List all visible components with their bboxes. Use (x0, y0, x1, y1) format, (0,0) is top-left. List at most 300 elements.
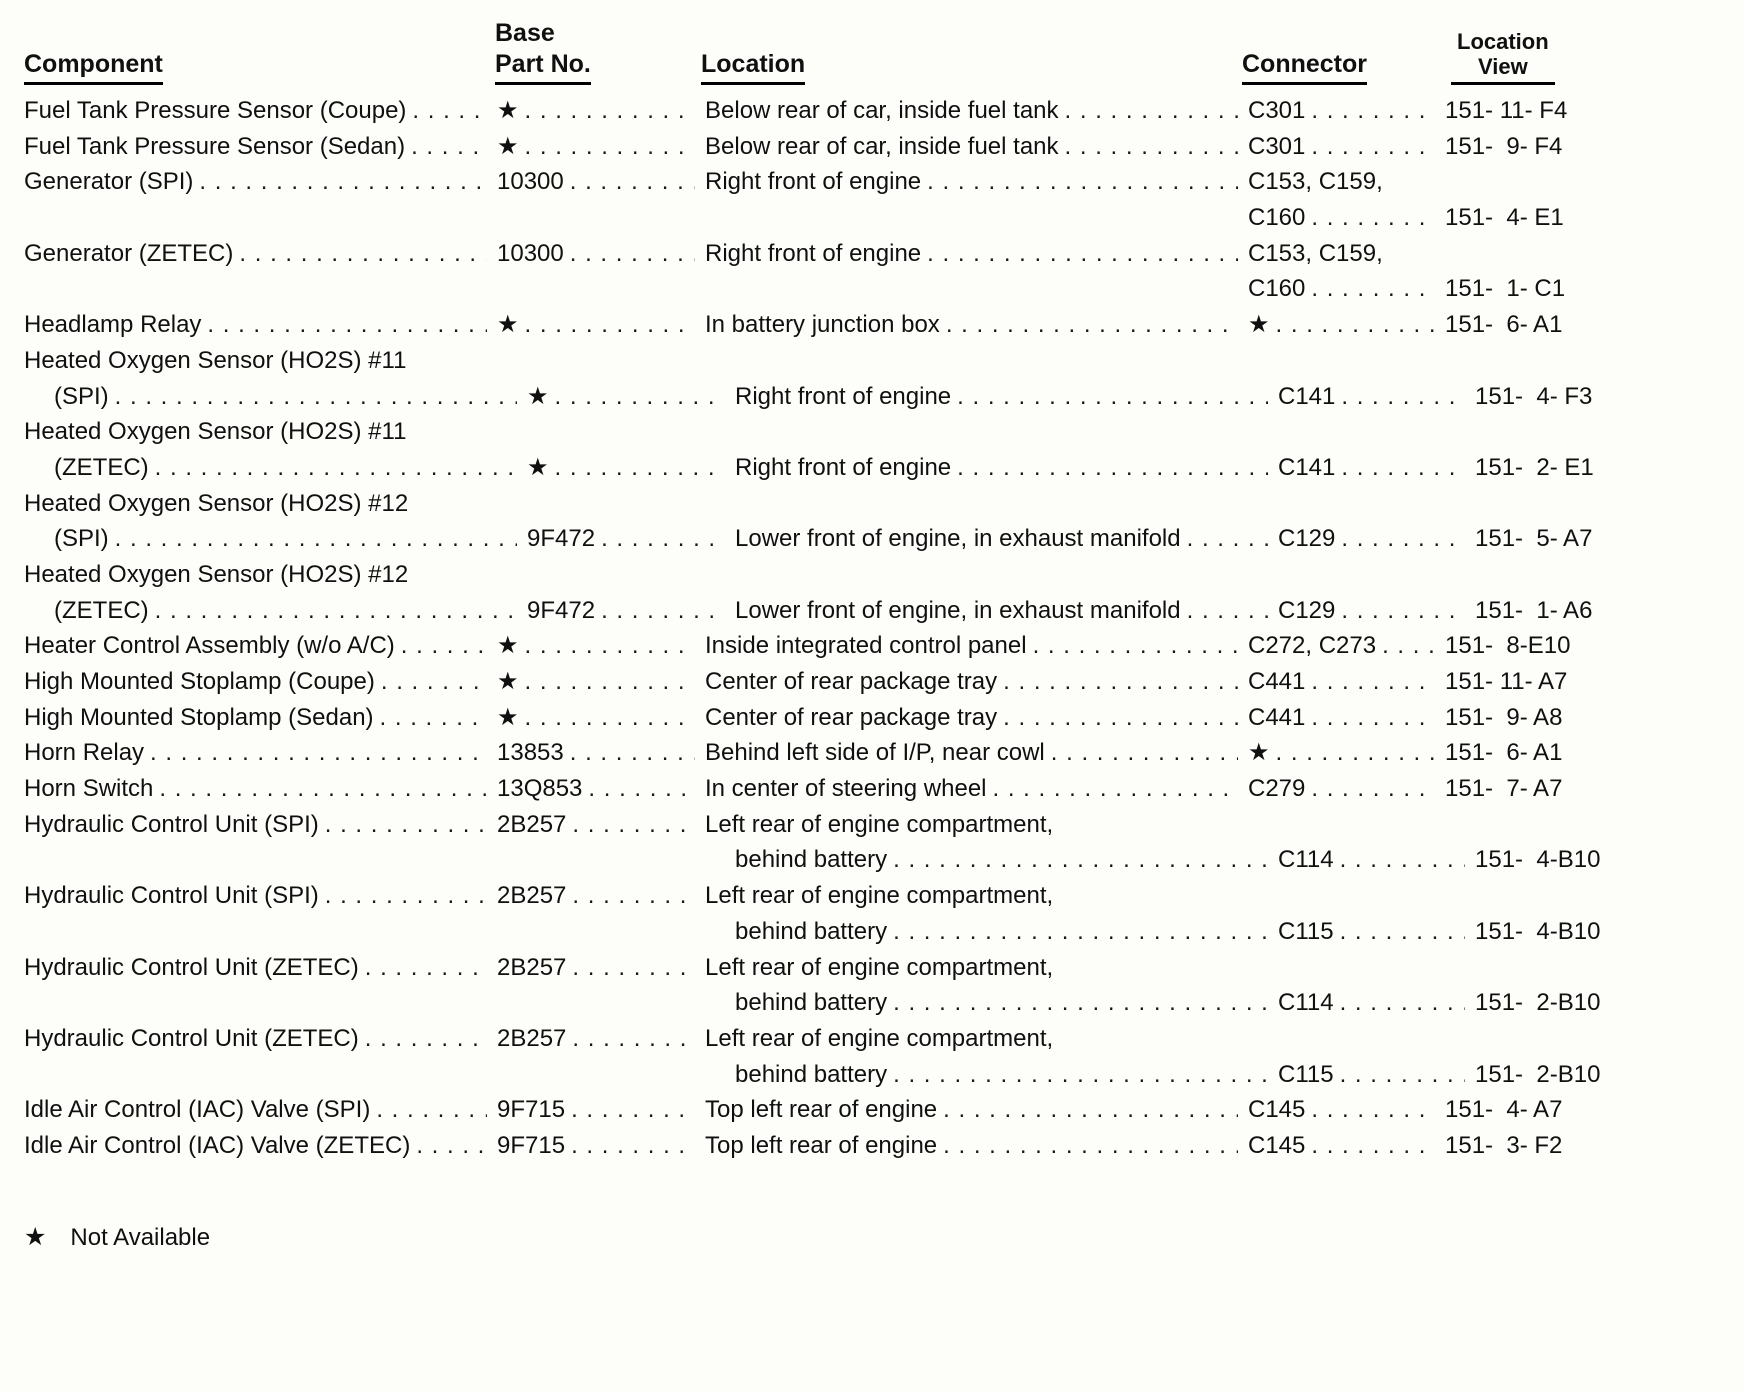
view-text: 151- 7- A7 (1445, 775, 1563, 803)
cell-conn (1248, 271, 1445, 307)
dot-leader (207, 307, 487, 343)
cell-conn (1248, 414, 1445, 450)
view-text: 151- 11- F4 (1445, 97, 1568, 124)
cell-conn (1248, 878, 1445, 914)
cell-loc (705, 628, 1248, 664)
dot-leader (1276, 307, 1435, 343)
view-text: 151- 6- A1 (1445, 739, 1563, 767)
dot-leader (150, 735, 487, 771)
part-text: 2B257 (497, 1024, 567, 1052)
dot-leader (1382, 628, 1435, 664)
dot-leader (1311, 93, 1435, 129)
dot-leader (525, 307, 695, 343)
cell-view (1475, 593, 1695, 629)
header-view-line1: Location (1457, 29, 1549, 54)
table-row (24, 200, 1744, 236)
cell-part (497, 93, 705, 129)
cell-loc (705, 771, 1248, 807)
cell-comp (24, 450, 527, 486)
cell-part (497, 985, 705, 1021)
cell-comp (24, 700, 497, 736)
dot-leader (159, 771, 487, 807)
view-text: 151- 1- A6 (1475, 596, 1593, 624)
cell-part (497, 164, 705, 200)
comp-text: Generator (SPI) (24, 168, 194, 196)
cell-part (497, 271, 705, 307)
cell-view (1475, 1057, 1695, 1093)
cell-part (497, 414, 705, 450)
cell-part (497, 807, 705, 843)
dot-leader (1340, 914, 1465, 950)
dot-leader (525, 129, 695, 165)
cell-comp (24, 200, 497, 236)
cell-part (527, 593, 735, 629)
cell-view (1445, 664, 1665, 700)
dot-leader (155, 450, 517, 486)
cell-part (497, 628, 705, 664)
comp-text: Fuel Tank Pressure Sensor (Sedan) (24, 132, 406, 160)
part-text: 9F715 (497, 1096, 566, 1124)
header-cell-location (701, 49, 1242, 85)
comp-text: (SPI) (54, 382, 109, 410)
dot-leader (525, 93, 695, 129)
dot-leader (601, 593, 725, 629)
cell-loc (705, 914, 1278, 950)
loc-text: Right front of engine (735, 453, 952, 481)
conn-text: C141 (1278, 453, 1336, 481)
dot-leader (957, 379, 1268, 415)
cell-loc (705, 343, 1248, 379)
table-row (24, 343, 1744, 379)
conn-text: C441 (1248, 703, 1306, 731)
cell-conn (1248, 700, 1445, 736)
table-row (24, 164, 1744, 200)
loc-text: Top left rear of engine (705, 1131, 938, 1159)
cell-loc (705, 236, 1248, 272)
dot-leader (588, 771, 695, 807)
comp-text: Heated Oxygen Sensor (HO2S) #12 (24, 489, 409, 517)
cell-loc (705, 307, 1248, 343)
cell-conn (1278, 842, 1475, 878)
dot-leader (1276, 735, 1435, 771)
cell-comp (24, 914, 497, 950)
cell-view (1475, 521, 1695, 557)
conn-text: C145 (1248, 1096, 1306, 1124)
conn-text: C114 (1278, 989, 1334, 1017)
cell-loc (735, 379, 1278, 415)
dot-leader (957, 450, 1268, 486)
comp-text: Hydraulic Control Unit (ZETEC) (24, 1024, 359, 1052)
cell-view (1445, 1021, 1665, 1057)
dot-leader (1065, 93, 1238, 129)
cell-part (497, 236, 705, 272)
cell-view (1445, 129, 1665, 165)
cell-view (1445, 93, 1665, 129)
dot-leader (570, 735, 695, 771)
conn-text: C301 (1248, 97, 1306, 124)
part-text: ★ (527, 382, 549, 410)
cell-view (1445, 1128, 1665, 1164)
conn-text: C129 (1278, 525, 1336, 553)
dot-leader (416, 1128, 487, 1164)
table-body (24, 93, 1744, 1164)
comp-text: (SPI) (54, 525, 109, 553)
comp-text: Hydraulic Control Unit (SPI) (24, 810, 319, 838)
dot-leader (1311, 664, 1435, 700)
part-text: 2B257 (497, 953, 567, 981)
table-row (24, 985, 1744, 1021)
dot-leader (893, 1057, 1268, 1093)
dot-leader (1340, 842, 1465, 878)
dot-leader (943, 1092, 1238, 1128)
table-row (24, 807, 1744, 843)
cell-view (1475, 985, 1695, 1021)
cell-conn (1278, 450, 1475, 486)
cell-view (1445, 307, 1665, 343)
view-text: 151- 4- A7 (1445, 1096, 1563, 1124)
dot-leader (1341, 593, 1465, 629)
table-row (24, 557, 1744, 593)
dot-leader (381, 664, 487, 700)
dot-leader (927, 236, 1238, 272)
cell-loc (705, 807, 1248, 843)
cell-view (1475, 379, 1695, 415)
cell-part (527, 450, 735, 486)
cell-view (1445, 735, 1665, 771)
table-row (24, 486, 1744, 522)
cell-conn (1248, 1021, 1445, 1057)
part-text: 9F472 (527, 525, 596, 553)
cell-conn (1248, 343, 1445, 379)
cell-view (1475, 450, 1695, 486)
dot-leader (155, 593, 517, 629)
cell-part (497, 129, 705, 165)
cell-view (1445, 414, 1665, 450)
cell-view (1445, 807, 1665, 843)
cell-part (497, 343, 705, 379)
header-view-line2: View (1477, 54, 1528, 79)
view-text: 151- 1- C1 (1445, 275, 1566, 303)
dot-leader (571, 1128, 695, 1164)
cell-view (1445, 200, 1665, 236)
comp-text: Idle Air Control (IAC) Valve (SPI) (24, 1096, 371, 1124)
cell-view (1445, 164, 1665, 200)
cell-part (497, 486, 705, 522)
dot-leader (525, 628, 695, 664)
cell-loc (705, 735, 1248, 771)
cell-conn (1248, 486, 1445, 522)
table-header (24, 18, 1744, 85)
cell-view (1445, 628, 1665, 664)
comp-text: (ZETEC) (54, 453, 149, 481)
cell-comp (24, 985, 497, 1021)
cell-loc (735, 521, 1278, 557)
cell-view (1445, 771, 1665, 807)
cell-conn (1248, 164, 1445, 200)
dot-leader (570, 164, 695, 200)
dot-leader (1311, 200, 1435, 236)
view-text: 151- 5- A7 (1475, 525, 1593, 553)
header-connector: Connector (1242, 49, 1367, 85)
conn-text: C160 (1248, 204, 1306, 232)
view-text: 151- 9- F4 (1445, 132, 1563, 160)
footnote (24, 1222, 1744, 1252)
dot-leader (199, 164, 487, 200)
conn-text: C272, C273 (1248, 632, 1377, 660)
dot-leader (893, 985, 1268, 1021)
conn-text: C160 (1248, 275, 1306, 303)
dot-leader (365, 1021, 487, 1057)
table-row (24, 1092, 1744, 1128)
loc-text: Center of rear package tray (705, 668, 998, 695)
cell-view (1445, 700, 1665, 736)
cell-comp (24, 236, 497, 272)
comp-text: Heated Oxygen Sensor (HO2S) #11 (24, 418, 407, 446)
loc-text: In center of steering wheel (705, 775, 987, 803)
cell-part (497, 557, 705, 593)
cell-loc (705, 557, 1248, 593)
header-part-no: Part No. (495, 49, 591, 85)
table-row (24, 593, 1744, 629)
cell-part (497, 878, 705, 914)
cell-conn (1248, 557, 1445, 593)
comp-text: Horn Relay (24, 739, 145, 767)
part-text: ★ (497, 703, 519, 731)
header-component: Component (24, 49, 163, 85)
dot-leader (1311, 129, 1435, 165)
cell-loc (705, 164, 1248, 200)
loc-text: Left rear of engine compartment, (705, 882, 1054, 910)
cell-conn (1248, 1128, 1445, 1164)
dot-leader (572, 1021, 695, 1057)
conn-text: C141 (1278, 382, 1336, 410)
table-row (24, 700, 1744, 736)
dot-leader (1311, 271, 1435, 307)
view-text: 151- 6- A1 (1445, 311, 1563, 339)
cell-conn (1278, 593, 1475, 629)
part-text: 9F715 (497, 1131, 566, 1159)
cell-loc (705, 878, 1248, 914)
cell-conn (1278, 379, 1475, 415)
cell-comp (24, 557, 497, 593)
table-row (24, 628, 1744, 664)
cell-conn (1248, 664, 1445, 700)
dot-leader (993, 771, 1239, 807)
table-row (24, 1021, 1744, 1057)
dot-leader (893, 914, 1268, 950)
comp-text: Idle Air Control (IAC) Valve (ZETEC) (24, 1131, 411, 1159)
cell-comp (24, 1092, 497, 1128)
cell-loc (705, 129, 1248, 165)
cell-comp (24, 842, 497, 878)
conn-text: ★ (1248, 739, 1270, 767)
cell-loc (705, 1092, 1248, 1128)
cell-part (497, 771, 705, 807)
cell-conn (1248, 307, 1445, 343)
header-cell-base-part-no (495, 18, 701, 85)
cell-loc (705, 664, 1248, 700)
cell-comp (24, 771, 497, 807)
dot-leader (325, 878, 487, 914)
part-text: ★ (497, 132, 519, 160)
dot-leader (1311, 1092, 1435, 1128)
conn-text: ★ (1248, 311, 1270, 339)
cell-comp (24, 307, 497, 343)
dot-leader (1003, 664, 1238, 700)
dot-leader (943, 1128, 1238, 1164)
cell-part (497, 950, 705, 986)
cell-loc (705, 1057, 1278, 1093)
dot-leader (893, 842, 1268, 878)
cell-view (1445, 343, 1665, 379)
view-text: 151- 9- A8 (1445, 703, 1563, 731)
cell-loc (705, 700, 1248, 736)
comp-text: Generator (ZETEC) (24, 239, 234, 267)
loc-text: Left rear of engine compartment, (705, 953, 1054, 981)
loc-text: Below rear of car, inside fuel tank (705, 132, 1059, 160)
cell-comp (24, 271, 497, 307)
cell-view (1475, 914, 1695, 950)
dot-leader (411, 129, 487, 165)
dot-leader (1311, 700, 1435, 736)
cell-comp (24, 486, 497, 522)
cell-view (1445, 1092, 1665, 1128)
part-text: ★ (497, 668, 519, 695)
dot-leader (1187, 521, 1268, 557)
cell-part (497, 1128, 705, 1164)
table-row (24, 664, 1744, 700)
view-text: 151- 2- E1 (1475, 453, 1594, 481)
cell-loc (705, 1128, 1248, 1164)
cell-comp (24, 807, 497, 843)
cell-conn (1278, 521, 1475, 557)
table-row (24, 735, 1744, 771)
comp-text: High Mounted Stoplamp (Sedan) (24, 703, 374, 731)
table-row (24, 129, 1744, 165)
cell-comp (24, 379, 527, 415)
view-text: 151- 2-B10 (1475, 989, 1601, 1017)
comp-text: (ZETEC) (54, 596, 149, 624)
comp-text: Heated Oxygen Sensor (HO2S) #12 (24, 560, 409, 588)
part-text: ★ (527, 453, 549, 481)
loc-text: behind battery (735, 989, 888, 1017)
dot-leader (946, 307, 1238, 343)
part-text: ★ (497, 311, 519, 339)
cell-part (497, 700, 705, 736)
loc-text: Left rear of engine compartment, (705, 810, 1054, 838)
cell-view (1445, 950, 1665, 986)
star-icon: ★ (24, 1222, 47, 1251)
cell-comp (24, 164, 497, 200)
dot-leader (380, 700, 487, 736)
table-row (24, 521, 1744, 557)
view-text: 151- 11- A7 (1445, 668, 1568, 695)
part-text: 10300 (497, 168, 564, 196)
cell-view (1445, 271, 1665, 307)
cell-loc (705, 93, 1248, 129)
cell-comp (24, 1128, 497, 1164)
dot-leader (401, 628, 487, 664)
view-text: 151- 2-B10 (1475, 1060, 1601, 1088)
cell-part (497, 1021, 705, 1057)
table-row (24, 771, 1744, 807)
cell-conn (1248, 628, 1445, 664)
cell-conn (1248, 236, 1445, 272)
dot-leader (1033, 628, 1238, 664)
dot-leader (1340, 985, 1465, 1021)
cell-loc (705, 271, 1248, 307)
conn-text: C115 (1278, 1060, 1334, 1088)
cell-loc (735, 450, 1278, 486)
conn-text: C129 (1278, 596, 1336, 624)
conn-text: C153, C159, (1248, 168, 1383, 196)
dot-leader (1311, 771, 1435, 807)
footnote-text: Not Available (70, 1223, 211, 1251)
cell-comp (24, 950, 497, 986)
cell-comp (24, 664, 497, 700)
loc-text: In battery junction box (705, 311, 940, 339)
dot-leader (239, 236, 487, 272)
table-row (24, 914, 1744, 950)
cell-conn (1248, 200, 1445, 236)
dot-leader (572, 878, 695, 914)
cell-comp (24, 129, 497, 165)
cell-comp (24, 878, 497, 914)
header-cell-connector (1242, 49, 1437, 85)
dot-leader (601, 521, 725, 557)
part-text: 13Q853 (497, 775, 583, 803)
view-text: 151- 4- F3 (1475, 382, 1593, 410)
comp-text: Heater Control Assembly (w/o A/C) (24, 632, 395, 660)
cell-conn (1278, 1057, 1475, 1093)
table-row (24, 271, 1744, 307)
cell-comp (24, 521, 527, 557)
loc-text: Behind left side of I/P, near cowl (705, 739, 1045, 767)
dot-leader (1311, 1128, 1435, 1164)
cell-part (497, 1057, 705, 1093)
comp-text: Hydraulic Control Unit (SPI) (24, 882, 319, 910)
dot-leader (572, 807, 695, 843)
cell-part (497, 664, 705, 700)
part-text: 2B257 (497, 882, 567, 910)
conn-text: C441 (1248, 668, 1306, 695)
table-row (24, 93, 1744, 129)
cell-loc (705, 414, 1248, 450)
view-text: 151- 4-B10 (1475, 846, 1601, 874)
dot-leader (927, 164, 1238, 200)
loc-text: Right front of engine (705, 239, 922, 267)
cell-comp (24, 343, 497, 379)
dot-leader (1051, 735, 1238, 771)
cell-part (527, 521, 735, 557)
table-row (24, 950, 1744, 986)
cell-conn (1248, 93, 1445, 129)
header-base: Base (495, 19, 555, 47)
view-text: 151- 3- F2 (1445, 1131, 1563, 1159)
cell-conn (1248, 807, 1445, 843)
cell-loc (705, 486, 1248, 522)
loc-text: Top left rear of engine (705, 1096, 938, 1124)
dot-leader (555, 379, 725, 415)
dot-leader (525, 700, 695, 736)
dot-leader (376, 1092, 487, 1128)
cell-view (1445, 878, 1665, 914)
header-location: Location (701, 49, 805, 85)
dot-leader (115, 521, 517, 557)
loc-text: Right front of engine (735, 382, 952, 410)
loc-text: behind battery (735, 1060, 888, 1088)
conn-text: C145 (1248, 1131, 1306, 1159)
